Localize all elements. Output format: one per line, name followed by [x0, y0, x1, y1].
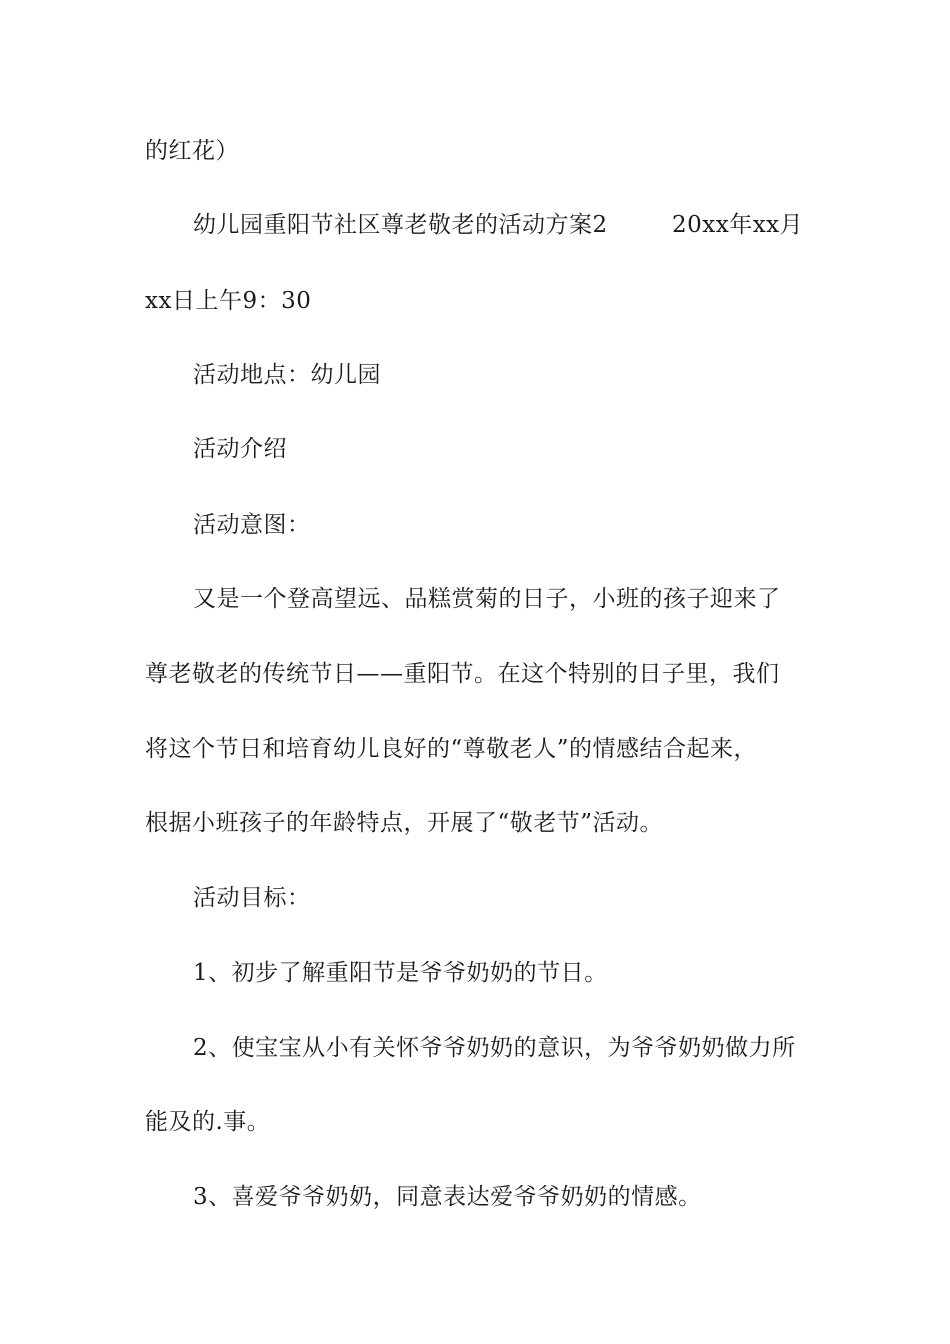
- section-heading: 活动介绍: [193, 436, 287, 462]
- list-item-continuation: 能及的.事。: [145, 1109, 271, 1135]
- section-title: 幼儿园重阳节社区尊老敬老的活动方案2: [193, 212, 608, 238]
- paragraph-line: 尊老敬老的传统节日——重阳节。在这个特别的日子里，我们: [145, 661, 780, 687]
- paragraph-line: 根据小班孩子的年龄特点，开展了“敬老节”活动。: [145, 810, 664, 836]
- paragraph-line: 又是一个登高望远、品糕赏菊的日子，小班的孩子迎来了: [193, 586, 781, 612]
- text-line: 活动地点：幼儿园: [193, 362, 381, 388]
- text-line: xx日上午9：30: [145, 288, 312, 314]
- text-line: 20xx年xx月: [672, 212, 804, 238]
- section-heading: 活动意图：: [193, 512, 311, 538]
- text-line: 的红花）: [145, 138, 239, 164]
- list-item: 1、初步了解重阳节是爷爷奶奶的节日。: [193, 960, 608, 986]
- list-item: 3、喜爱爷爷奶奶，同意表达爱爷爷奶奶的情感。: [193, 1184, 702, 1210]
- paragraph-line: 将这个节日和培育幼儿良好的“尊敬老人”的情感结合起来，: [145, 736, 758, 762]
- list-item: 2、使宝宝从小有关怀爷爷奶奶的意识，为爷爷奶奶做力所: [193, 1035, 796, 1061]
- section-heading: 活动目标：: [193, 885, 311, 911]
